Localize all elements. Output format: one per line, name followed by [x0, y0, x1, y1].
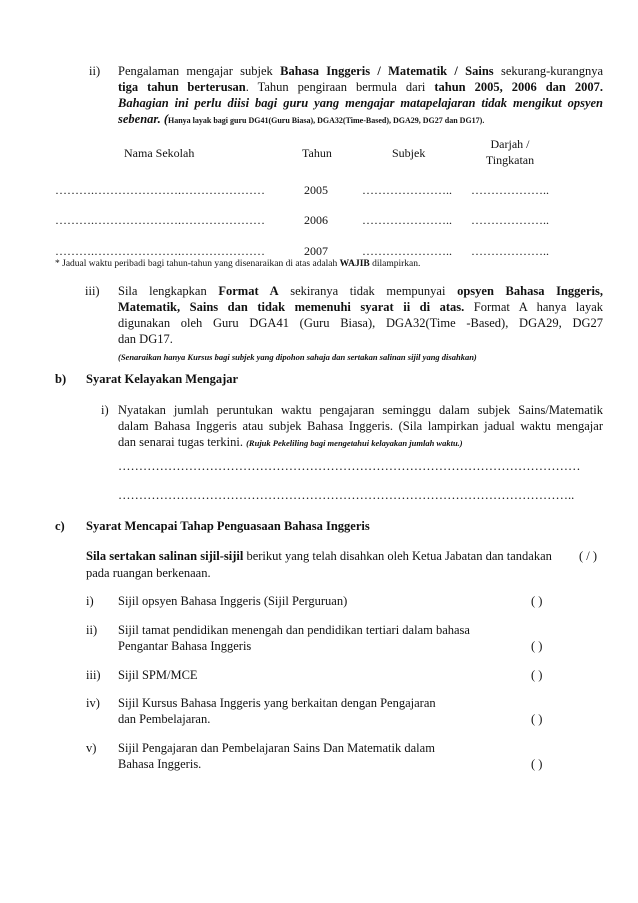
- row-2-subject: …………………..: [362, 213, 452, 227]
- b-letter: b): [55, 372, 67, 386]
- header-year: Tahun: [302, 146, 332, 160]
- c-item-5-number: v): [86, 741, 97, 755]
- c-item-5-checkbox[interactable]: ( ): [531, 757, 543, 771]
- b-title: Syarat Kelayakan Mengajar: [86, 372, 239, 386]
- iii-paragraph: Sila lengkapkan Format A sekiranya tidak mempunyai opsyen Bahasa Inggeris, Matematik, Sains dan tidak memenuhi syarat ii di atas. Format A hanya layak digunakan oleh Guru DGA41 (Guru Biasa), DGA32(Time -Based), DGA29, DG27 dan DG17. (Senaraikan hanya Kursus bagi subjek yang dipohon sahaja dan sertakan salinan sijil yang disahkan): [118, 284, 604, 362]
- ii-paragraph: Pengalaman mengajar subjek Bahasa Inggeris / Matematik / Sains sekurang-kurangnya tiga tahun berterusan. Tahun pengiraan bermula dari tahun 2005, 2006 dan 2007. Bahagian ini perlu diisi bagi guru yang mengajar matapelajaran tidak mengikut opsyen sebenar. (Hanya layak bagi guru DG41(Guru Biasa), DGA32(Time-Based), DGA29, DG27 dan DG17).: [118, 64, 604, 126]
- row-1-grade: ………………..: [471, 183, 549, 197]
- c-item-3-number: iii): [86, 668, 101, 682]
- c-item-4-number: iv): [86, 696, 100, 710]
- iii-number: iii): [85, 284, 100, 298]
- c-item-1-text: Sijil opsyen Bahasa Inggeris (Sijil Perguruan): [118, 594, 348, 608]
- b-answer-line-2[interactable]: ………………………………………………………………………………………………..: [118, 488, 575, 502]
- b-i-paragraph: Nyatakan jumlah peruntukan waktu pengajaran seminggu dalam subjek Sains/Matematik dalam Bahasa Inggeris atau subjek Bahasa Inggeris. (Sila lampirkan jadual waktu mengajar dan senarai tugas terkini. (Rujuk Pekeliling bagi mengetahui kelayakan jumlah waktu.): [118, 403, 603, 449]
- b-answer-line-1[interactable]: …………………………………………………………………………………………………: [118, 459, 581, 473]
- header-subject: Subjek: [392, 146, 426, 160]
- c-item-2-text: Sijil tamat pendidikan menengah dan pendidikan tertiari dalam bahasa Pengantar Bahasa Inggeris: [118, 623, 470, 653]
- b-i-number: i): [101, 403, 109, 417]
- row-1-subject: …………………..: [362, 183, 452, 197]
- ii-number: ii): [89, 64, 101, 78]
- row-2-grade: ………………..: [471, 213, 549, 227]
- c-item-3-text: Sijil SPM/MCE: [118, 668, 198, 682]
- row-3-school: ……….………………….…………………: [55, 244, 265, 258]
- c-intro-line-2: pada ruangan berkenaan.: [86, 566, 211, 580]
- c-item-3-checkbox[interactable]: ( ): [531, 668, 543, 682]
- header-school: Nama Sekolah: [124, 146, 195, 160]
- c-item-1-checkbox[interactable]: ( ): [531, 594, 543, 608]
- c-item-2-number: ii): [86, 623, 98, 637]
- c-letter: c): [55, 519, 65, 533]
- row-2-school: ……….………………….…………………: [55, 213, 265, 227]
- c-item-1-number: i): [86, 594, 94, 608]
- c-item-5-text: Sijil Pengajaran dan Pembelajaran Sains Dan Matematik dalam Bahasa Inggeris.: [118, 741, 435, 771]
- header-grade: Darjah / Tingkatan: [485, 137, 535, 167]
- c-intro-mark: ( / ): [579, 549, 598, 563]
- table-note: * Jadual waktu peribadi bagi tahun-tahun yang disenaraikan di atas adalah WAJIB dilampirkan.: [55, 259, 421, 269]
- row-2-year: 2006: [304, 213, 328, 227]
- c-item-4-checkbox[interactable]: ( ): [531, 712, 543, 726]
- row-3-subject: …………………..: [362, 244, 452, 258]
- c-item-4-text: Sijil Kursus Bahasa Inggeris yang berkaitan dengan Pengajaran dan Pembelajaran.: [118, 696, 436, 726]
- row-1-year: 2005: [304, 183, 328, 197]
- c-intro: Sila sertakan salinan sijil-sijil berikut yang telah disahkan oleh Ketua Jabatan dan tandakan: [86, 549, 552, 563]
- c-title: Syarat Mencapai Tahap Penguasaan Bahasa Inggeris: [86, 519, 370, 533]
- c-item-2-checkbox[interactable]: ( ): [531, 639, 543, 653]
- row-3-year: 2007: [304, 244, 328, 258]
- row-1-school: ……….………………….…………………: [55, 183, 265, 197]
- row-3-grade: ………………..: [471, 244, 549, 258]
